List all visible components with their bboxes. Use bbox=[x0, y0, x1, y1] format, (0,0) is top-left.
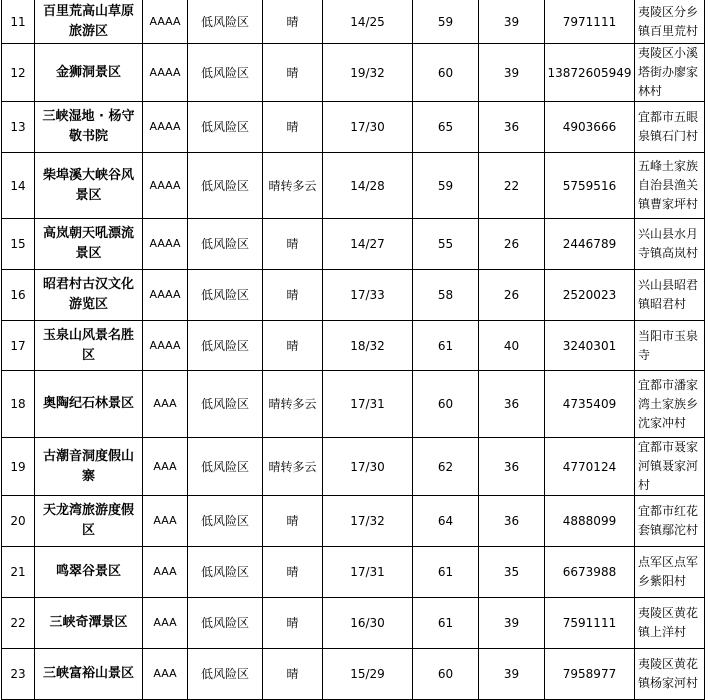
risk-level: 低风险区 bbox=[188, 598, 263, 649]
row-number: 13 bbox=[2, 102, 35, 153]
value-a: 61 bbox=[413, 547, 479, 598]
grade-level: AAAA bbox=[143, 0, 188, 44]
value-a: 61 bbox=[413, 321, 479, 371]
value-b: 39 bbox=[479, 598, 545, 649]
temperature-range: 15/29 bbox=[323, 649, 413, 700]
table-row bbox=[2, 0, 705, 44]
grade-level: AAAA bbox=[143, 219, 188, 270]
location: 当阳市玉泉寺 bbox=[635, 321, 705, 371]
temperature-range: 14/25 bbox=[323, 0, 413, 44]
weather: 晴 bbox=[263, 44, 323, 102]
weather: 晴 bbox=[263, 321, 323, 371]
risk-level: 低风险区 bbox=[188, 438, 263, 496]
location: 宜都市聂家河镇聂家河村 bbox=[635, 438, 705, 496]
location: 点军区点军乡紫阳村 bbox=[635, 547, 705, 598]
row-number: 14 bbox=[2, 153, 35, 219]
temperature-range: 17/32 bbox=[323, 496, 413, 547]
risk-level: 低风险区 bbox=[188, 649, 263, 700]
risk-level: 低风险区 bbox=[188, 219, 263, 270]
table-row bbox=[2, 496, 705, 547]
weather: 晴转多云 bbox=[263, 371, 323, 438]
grade-level: AAAA bbox=[143, 102, 188, 153]
value-a: 62 bbox=[413, 438, 479, 496]
grade-level: AAA bbox=[143, 547, 188, 598]
risk-level: 低风险区 bbox=[188, 0, 263, 44]
scenic-spot-name: 三峡湿地 · 杨守敬书院 bbox=[35, 102, 143, 153]
table-row bbox=[2, 270, 705, 321]
value-a: 59 bbox=[413, 153, 479, 219]
value-b: 26 bbox=[479, 219, 545, 270]
table-row bbox=[2, 153, 705, 219]
value-b: 36 bbox=[479, 371, 545, 438]
table-row bbox=[2, 547, 705, 598]
value-b: 39 bbox=[479, 649, 545, 700]
table-row bbox=[2, 321, 705, 371]
value-a: 60 bbox=[413, 649, 479, 700]
weather: 晴 bbox=[263, 496, 323, 547]
table-row bbox=[2, 44, 705, 102]
risk-level: 低风险区 bbox=[188, 153, 263, 219]
risk-level: 低风险区 bbox=[188, 321, 263, 371]
grade-level: AAA bbox=[143, 649, 188, 700]
grade-level: AAAA bbox=[143, 44, 188, 102]
table-row bbox=[2, 102, 705, 153]
grade-level: AAA bbox=[143, 438, 188, 496]
table-row bbox=[2, 438, 705, 496]
location: 宜都市潘家湾土家族乡沈家冲村 bbox=[635, 371, 705, 438]
scenic-spot-name: 玉泉山风景名胜区 bbox=[35, 321, 143, 371]
scenic-spot-name: 高岚朝天吼漂流景区 bbox=[35, 219, 143, 270]
grade-level: AAA bbox=[143, 496, 188, 547]
phone-number: 2520023 bbox=[545, 270, 635, 321]
value-b: 39 bbox=[479, 44, 545, 102]
weather: 晴 bbox=[263, 219, 323, 270]
row-number: 16 bbox=[2, 270, 35, 321]
location: 兴山县昭君镇昭君村 bbox=[635, 270, 705, 321]
scenic-spot-name: 古潮音洞度假山寨 bbox=[35, 438, 143, 496]
temperature-range: 17/31 bbox=[323, 547, 413, 598]
phone-number: 2446789 bbox=[545, 219, 635, 270]
scenic-spot-name: 三峡富裕山景区 bbox=[35, 649, 143, 700]
location: 五峰土家族自治县渔关镇曹家坪村 bbox=[635, 153, 705, 219]
scenic-spot-name: 柴埠溪大峡谷风景区 bbox=[35, 153, 143, 219]
value-a: 59 bbox=[413, 0, 479, 44]
row-number: 22 bbox=[2, 598, 35, 649]
phone-number: 6673988 bbox=[545, 547, 635, 598]
table-row bbox=[2, 598, 705, 649]
scenic-spot-name: 鸣翠谷景区 bbox=[35, 547, 143, 598]
value-b: 26 bbox=[479, 270, 545, 321]
risk-level: 低风险区 bbox=[188, 547, 263, 598]
table-row bbox=[2, 371, 705, 438]
phone-number: 4735409 bbox=[545, 371, 635, 438]
value-b: 36 bbox=[479, 102, 545, 153]
value-b: 22 bbox=[479, 153, 545, 219]
value-b: 36 bbox=[479, 496, 545, 547]
value-a: 60 bbox=[413, 44, 479, 102]
phone-number: 3240301 bbox=[545, 321, 635, 371]
value-b: 39 bbox=[479, 0, 545, 44]
value-b: 40 bbox=[479, 321, 545, 371]
phone-number: 7591111 bbox=[545, 598, 635, 649]
value-a: 60 bbox=[413, 371, 479, 438]
risk-level: 低风险区 bbox=[188, 496, 263, 547]
phone-number: 13872605949 bbox=[545, 44, 635, 102]
weather: 晴 bbox=[263, 270, 323, 321]
weather: 晴 bbox=[263, 547, 323, 598]
value-b: 36 bbox=[479, 438, 545, 496]
scenic-spot-name: 百里荒高山草原旅游区 bbox=[35, 0, 143, 44]
row-number: 11 bbox=[2, 0, 35, 44]
risk-level: 低风险区 bbox=[188, 270, 263, 321]
row-number: 20 bbox=[2, 496, 35, 547]
row-number: 19 bbox=[2, 438, 35, 496]
weather: 晴 bbox=[263, 0, 323, 44]
temperature-range: 19/32 bbox=[323, 44, 413, 102]
temperature-range: 17/30 bbox=[323, 438, 413, 496]
weather: 晴 bbox=[263, 649, 323, 700]
weather: 晴转多云 bbox=[263, 438, 323, 496]
value-a: 65 bbox=[413, 102, 479, 153]
scenic-spot-name: 昭君村古汉文化游览区 bbox=[35, 270, 143, 321]
temperature-range: 16/30 bbox=[323, 598, 413, 649]
grade-level: AAAA bbox=[143, 321, 188, 371]
phone-number: 7971111 bbox=[545, 0, 635, 44]
temperature-range: 14/28 bbox=[323, 153, 413, 219]
weather: 晴 bbox=[263, 102, 323, 153]
phone-number: 7958977 bbox=[545, 649, 635, 700]
location: 宜都市五眼泉镇石门村 bbox=[635, 102, 705, 153]
value-a: 55 bbox=[413, 219, 479, 270]
row-number: 21 bbox=[2, 547, 35, 598]
temperature-range: 18/32 bbox=[323, 321, 413, 371]
phone-number: 5759516 bbox=[545, 153, 635, 219]
scenic-spot-name: 金狮洞景区 bbox=[35, 44, 143, 102]
grade-level: AAAA bbox=[143, 153, 188, 219]
location: 夷陵区小溪塔街办廖家林村 bbox=[635, 44, 705, 102]
scenic-spot-name: 三峡奇潭景区 bbox=[35, 598, 143, 649]
scenic-spot-name: 天龙湾旅游度假区 bbox=[35, 496, 143, 547]
temperature-range: 17/30 bbox=[323, 102, 413, 153]
location: 夷陵区分乡镇百里荒村 bbox=[635, 0, 705, 44]
row-number: 18 bbox=[2, 371, 35, 438]
weather: 晴 bbox=[263, 598, 323, 649]
location: 兴山县水月寺镇高岚村 bbox=[635, 219, 705, 270]
risk-level: 低风险区 bbox=[188, 102, 263, 153]
row-number: 23 bbox=[2, 649, 35, 700]
value-b: 35 bbox=[479, 547, 545, 598]
table-row bbox=[2, 649, 705, 700]
table-row bbox=[2, 219, 705, 270]
row-number: 12 bbox=[2, 44, 35, 102]
weather: 晴转多云 bbox=[263, 153, 323, 219]
scenic-spot-table bbox=[1, 0, 705, 700]
value-a: 58 bbox=[413, 270, 479, 321]
temperature-range: 17/31 bbox=[323, 371, 413, 438]
location: 夷陵区黄花镇上洋村 bbox=[635, 598, 705, 649]
grade-level: AAAA bbox=[143, 270, 188, 321]
risk-level: 低风险区 bbox=[188, 371, 263, 438]
grade-level: AAA bbox=[143, 371, 188, 438]
row-number: 15 bbox=[2, 219, 35, 270]
location: 宜都市红花套镇鄢沱村 bbox=[635, 496, 705, 547]
phone-number: 4770124 bbox=[545, 438, 635, 496]
row-number: 17 bbox=[2, 321, 35, 371]
value-a: 61 bbox=[413, 598, 479, 649]
risk-level: 低风险区 bbox=[188, 44, 263, 102]
grade-level: AAA bbox=[143, 598, 188, 649]
temperature-range: 14/27 bbox=[323, 219, 413, 270]
scenic-spot-name: 奥陶纪石林景区 bbox=[35, 371, 143, 438]
phone-number: 4903666 bbox=[545, 102, 635, 153]
phone-number: 4888099 bbox=[545, 496, 635, 547]
location: 夷陵区黄花镇杨家河村 bbox=[635, 649, 705, 700]
temperature-range: 17/33 bbox=[323, 270, 413, 321]
value-a: 64 bbox=[413, 496, 479, 547]
